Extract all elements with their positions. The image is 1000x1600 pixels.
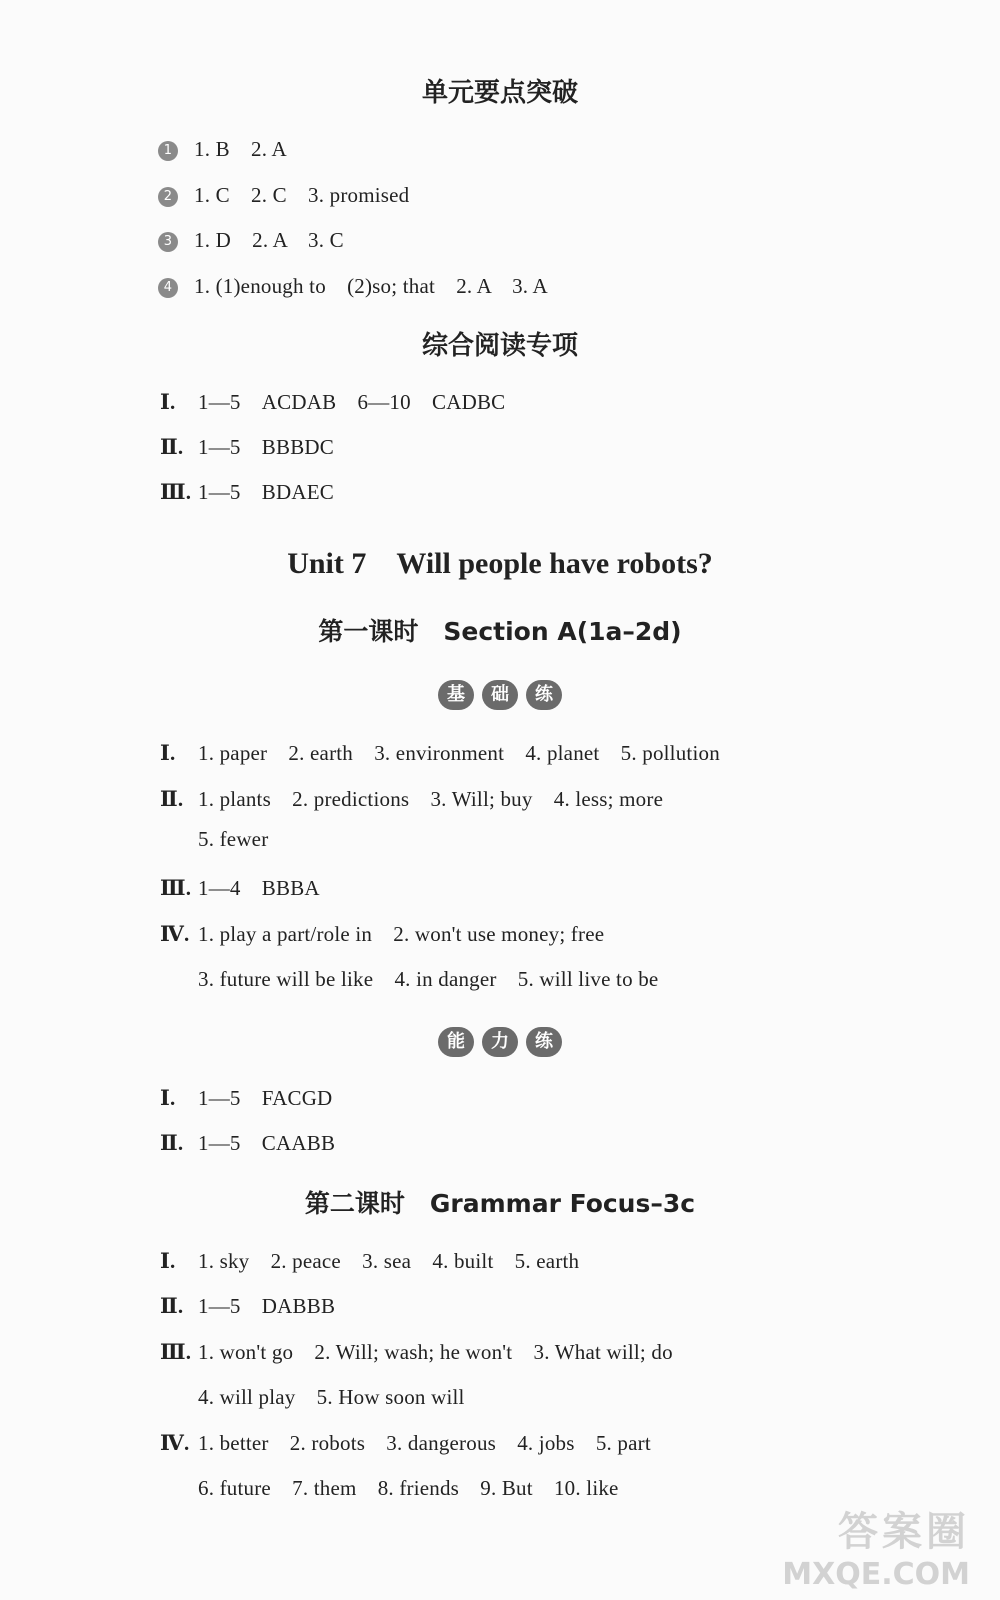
roman-numeral: Ⅱ. [160, 787, 184, 811]
reading-row-1 [160, 386, 505, 416]
lesson1-ability-row-2 [160, 1127, 335, 1157]
roman-numeral: Ⅲ. [160, 480, 192, 504]
reading-row-3 [160, 476, 334, 506]
lesson1-heading: 第一课时 Section A(1a–2d) [318, 617, 682, 646]
lesson2-row-1 [160, 1245, 579, 1275]
unit-title: Unit 7 Will people have robots? [287, 547, 713, 580]
basic-practice-badge [0, 680, 1000, 710]
number-badge: 1 [158, 141, 178, 161]
answer-text: 1. B 2. A [194, 137, 287, 161]
badge-char: 力 [482, 1027, 518, 1057]
roman-numeral: Ⅰ. [160, 390, 176, 414]
answer-text: 1—5 BDAEC [198, 480, 334, 504]
answer-text: 1. won't go 2. Will; wash; he won't 3. What will; do [198, 1340, 673, 1364]
answer-text: 5. fewer [198, 827, 269, 851]
roman-numeral: Ⅰ. [160, 1249, 176, 1273]
badge-char: 能 [438, 1027, 474, 1057]
answer-text: 3. future will be like 4. in danger 5. will live to be [198, 967, 659, 991]
answer-text: 1. D 2. A 3. C [194, 228, 344, 252]
lesson1-basic-row-4 [160, 918, 604, 948]
answer-text: 1. paper 2. earth 3. environment 4. planet 5. pollution [198, 741, 720, 765]
answer-text: 1—5 FACGD [198, 1086, 333, 1110]
answer-text: 1—4 BBBA [198, 876, 320, 900]
answer-text: 1—5 CAABB [198, 1131, 336, 1155]
key-point-row-4 [158, 270, 548, 300]
roman-numeral: Ⅱ. [160, 1294, 184, 1318]
lesson1-basic-row-2-cont [198, 827, 268, 852]
key-point-row-1 [158, 133, 287, 163]
badge-char: 础 [482, 680, 518, 710]
answer-text: 1. (1)enough to (2)so; that 2. A 3. A [194, 274, 548, 298]
roman-numeral: Ⅰ. [160, 741, 176, 765]
section-heading-reading-special: 综合阅读专项 [421, 331, 578, 361]
answer-text: 1—5 BBBDC [198, 435, 334, 459]
badge-char: 基 [438, 680, 474, 710]
roman-numeral: Ⅱ. [160, 1131, 184, 1155]
badge-char: 练 [526, 680, 562, 710]
lesson2-row-4 [160, 1427, 651, 1457]
answer-text: 6. future 7. them 8. friends 9. But 10. like [198, 1476, 619, 1500]
key-point-row-3 [158, 224, 344, 254]
lesson2-row-2 [160, 1290, 335, 1320]
number-badge: 3 [158, 232, 178, 252]
roman-numeral: Ⅳ. [160, 922, 190, 946]
number-badge: 2 [158, 187, 178, 207]
lesson2-heading: 第二课时 Grammar Focus–3c [304, 1189, 696, 1218]
lesson1-basic-row-2 [160, 783, 663, 813]
lesson2-row-3-cont [198, 1381, 465, 1411]
lesson1-ability-row-1 [160, 1082, 332, 1112]
answer-text: 1—5 ACDAB 6—10 CADBC [198, 390, 506, 414]
answer-text: 1. play a part/role in 2. won't use money; free [198, 922, 605, 946]
lesson1-basic-row-3 [160, 872, 320, 902]
reading-row-2 [160, 431, 334, 461]
answer-text: 1—5 DABBB [198, 1294, 336, 1318]
answer-text: 1. sky 2. peace 3. sea 4. built 5. earth [198, 1249, 580, 1273]
watermark-cn: 答案圈 [838, 1509, 970, 1555]
ability-practice-badge [0, 1027, 1000, 1057]
answer-text: 1. C 2. C 3. promised [194, 183, 410, 207]
roman-numeral: Ⅰ. [160, 1086, 176, 1110]
lesson1-basic-row-1 [160, 737, 720, 767]
key-point-row-2 [158, 179, 409, 209]
section-heading-unit-key-points: 单元要点突破 [421, 78, 578, 108]
lesson2-row-3 [160, 1336, 673, 1366]
badge-char: 练 [526, 1027, 562, 1057]
watermark-en: MXQE.COM [782, 1557, 970, 1592]
roman-numeral: Ⅳ. [160, 1431, 190, 1455]
answer-text: 1. better 2. robots 3. dangerous 4. jobs 5. part [198, 1431, 651, 1455]
roman-numeral: Ⅱ. [160, 435, 184, 459]
roman-numeral: Ⅲ. [160, 1340, 192, 1364]
lesson2-row-4-cont [198, 1472, 619, 1502]
answer-text: 1. plants 2. predictions 3. Will; buy 4. less; more [198, 787, 664, 811]
number-badge: 4 [158, 278, 178, 298]
answer-text: 4. will play 5. How soon will [198, 1385, 465, 1409]
watermark [782, 1500, 970, 1592]
lesson1-basic-row-4-cont [198, 963, 658, 993]
roman-numeral: Ⅲ. [160, 876, 192, 900]
